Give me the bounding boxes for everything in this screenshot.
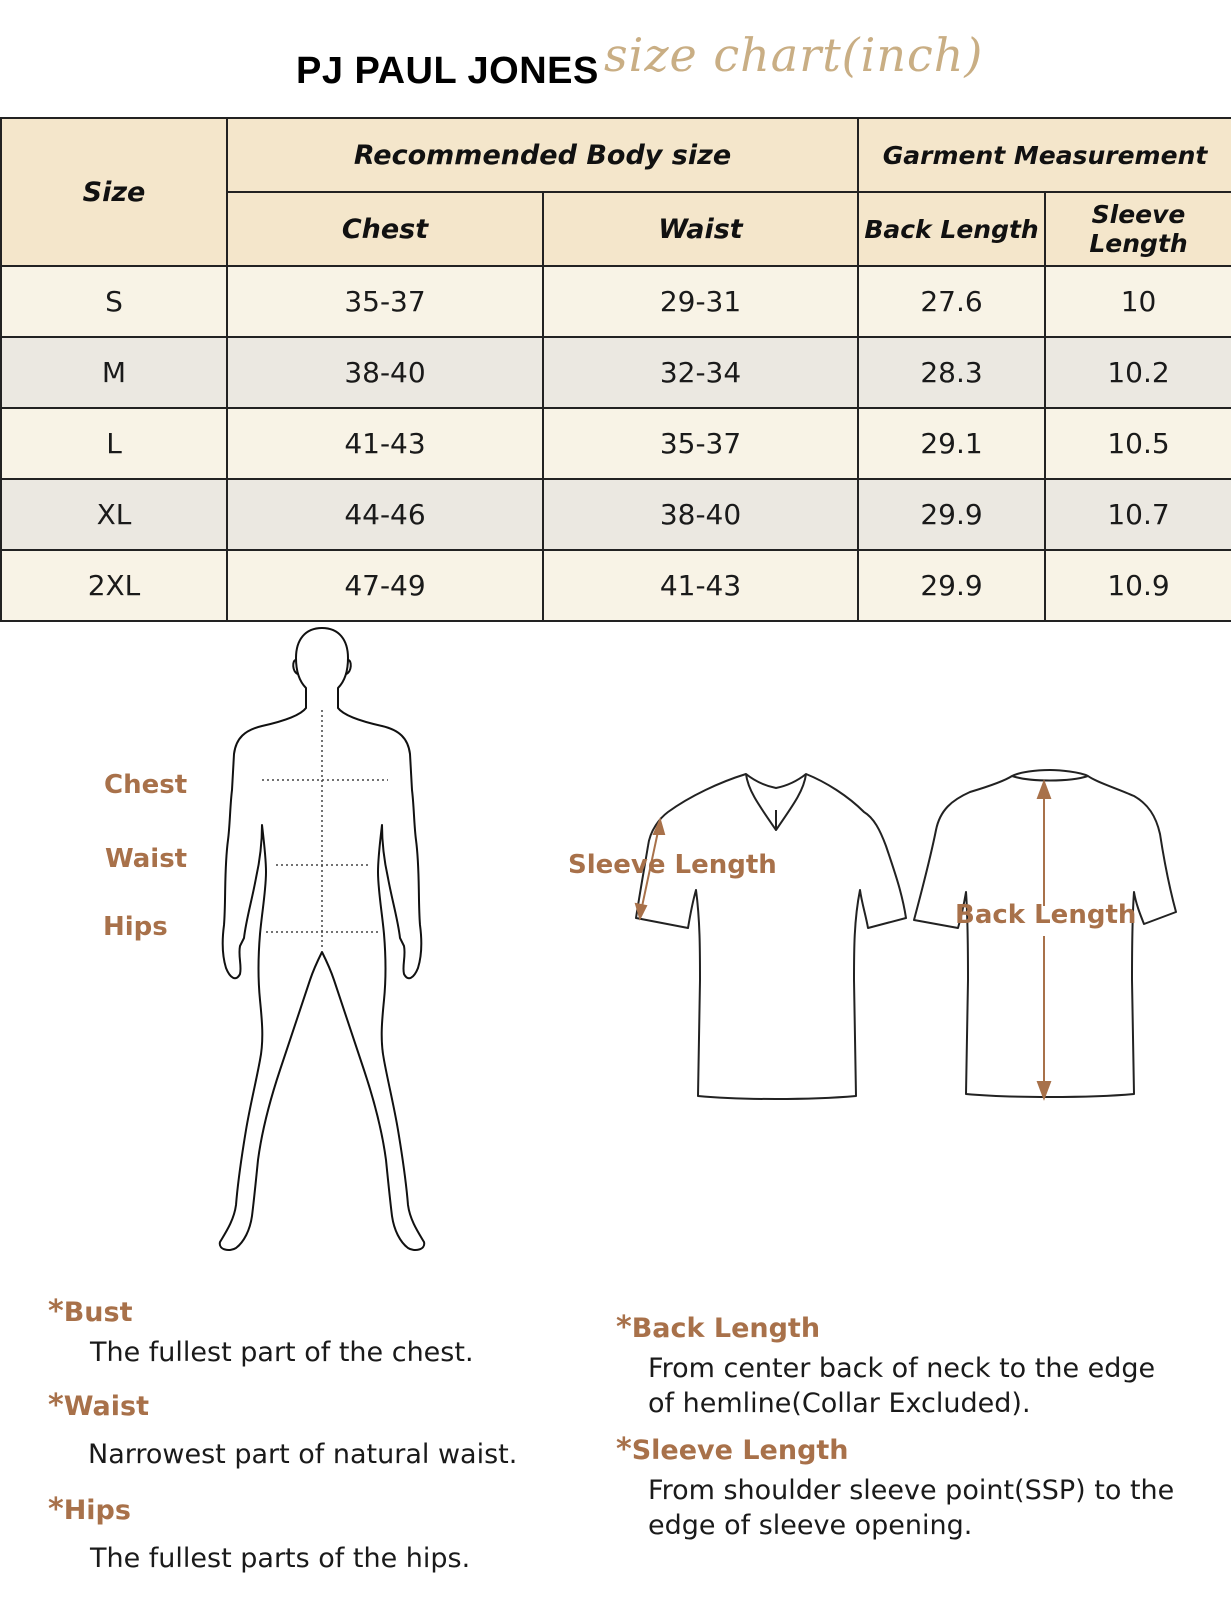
- hips-note-title: Hips: [63, 1495, 131, 1526]
- sleeve-length-note-line1: From shoulder sleeve point(SSP) to the: [648, 1475, 1175, 1506]
- back-length-cell: 27.6: [858, 266, 1045, 337]
- sleeve-length-note-title: Sleeve Length: [631, 1435, 849, 1466]
- table-row: [1, 408, 1231, 479]
- hips-note: [48, 1492, 470, 1576]
- sleeve-length-note-line2: edge of sleeve opening.: [648, 1510, 973, 1541]
- back-length-cell: 29.9: [858, 550, 1045, 621]
- chest-label: Chest: [104, 770, 188, 800]
- sleeve-length-cell: 10: [1045, 266, 1231, 337]
- waist-cell: 41-43: [543, 550, 858, 621]
- back-length-cell: 28.3: [858, 337, 1045, 408]
- waist-note: [48, 1388, 517, 1472]
- waist-note-text: Narrowest part of natural waist.: [88, 1439, 518, 1470]
- size-cell: L: [1, 408, 227, 479]
- sleeve-length-cell: 10.9: [1045, 550, 1231, 621]
- size-cell: 2XL: [1, 550, 227, 621]
- table-row: [1, 479, 1231, 550]
- body-size-group-header: Recommended Body size: [227, 118, 858, 192]
- hips-note-text: The fullest parts of the hips.: [90, 1543, 471, 1574]
- garment-group-header: Garment Measurement: [858, 118, 1231, 192]
- sleeve-length-header: Sleeve Length: [1045, 192, 1231, 266]
- asterisk-icon: *: [48, 1492, 64, 1527]
- bust-note-title: Bust: [63, 1297, 133, 1328]
- asterisk-icon: *: [48, 1388, 64, 1423]
- waist-cell: 29-31: [543, 266, 858, 337]
- asterisk-icon: *: [616, 1310, 632, 1345]
- asterisk-icon: *: [616, 1432, 632, 1467]
- table-row: [1, 550, 1231, 621]
- back-length-label: Back Length: [955, 900, 1137, 930]
- back-length-cell: 29.9: [858, 479, 1045, 550]
- size-cell: XL: [1, 479, 227, 550]
- sleeve-length-cell: 10.5: [1045, 408, 1231, 479]
- back-length-note: [616, 1310, 1155, 1421]
- back-length-cell: 29.1: [858, 408, 1045, 479]
- chest-cell: 47-49: [227, 550, 543, 621]
- measure-guides: [262, 710, 388, 950]
- chest-cell: 44-46: [227, 479, 543, 550]
- bust-note: [48, 1294, 474, 1370]
- table-row: [1, 337, 1231, 408]
- sleeve-length-note: [616, 1432, 1174, 1543]
- bust-note-text: The fullest part of the chest.: [90, 1337, 474, 1368]
- waist-cell: 38-40: [543, 479, 858, 550]
- chest-cell: 41-43: [227, 408, 543, 479]
- waist-label: Waist: [105, 844, 188, 874]
- size-cell: M: [1, 337, 227, 408]
- size-chart-script-title: size chart(inch): [604, 28, 984, 82]
- asterisk-icon: *: [48, 1294, 64, 1329]
- table-row: [1, 266, 1231, 337]
- sleeve-length-cell: 10.7: [1045, 479, 1231, 550]
- waist-header: Waist: [543, 192, 858, 266]
- diagram-illustration: [0, 620, 1231, 1270]
- shirt-front-icon: [636, 774, 906, 1099]
- sleeve-length-label: Sleeve Length: [568, 850, 777, 880]
- waist-cell: 35-37: [543, 408, 858, 479]
- waist-cell: 32-34: [543, 337, 858, 408]
- hips-label: Hips: [103, 912, 168, 942]
- chest-cell: 35-37: [227, 266, 543, 337]
- back-length-note-title: Back Length: [631, 1313, 821, 1344]
- back-length-arrow-icon: [1038, 782, 1050, 1098]
- size-cell: S: [1, 266, 227, 337]
- back-length-header: Back Length: [858, 192, 1045, 266]
- back-length-note-line1: From center back of neck to the edge: [648, 1353, 1156, 1384]
- size-header: Size: [1, 118, 227, 266]
- chest-header: Chest: [227, 192, 543, 266]
- sleeve-length-cell: 10.2: [1045, 337, 1231, 408]
- title-bar: [0, 10, 1231, 110]
- waist-note-title: Waist: [63, 1391, 149, 1422]
- brand-name: PJ PAUL JONES: [296, 50, 599, 92]
- size-table: [0, 117, 1231, 622]
- measurement-diagram: [0, 620, 1231, 1270]
- chest-cell: 38-40: [227, 337, 543, 408]
- back-length-note-line2: of hemline(Collar Excluded).: [648, 1388, 1031, 1419]
